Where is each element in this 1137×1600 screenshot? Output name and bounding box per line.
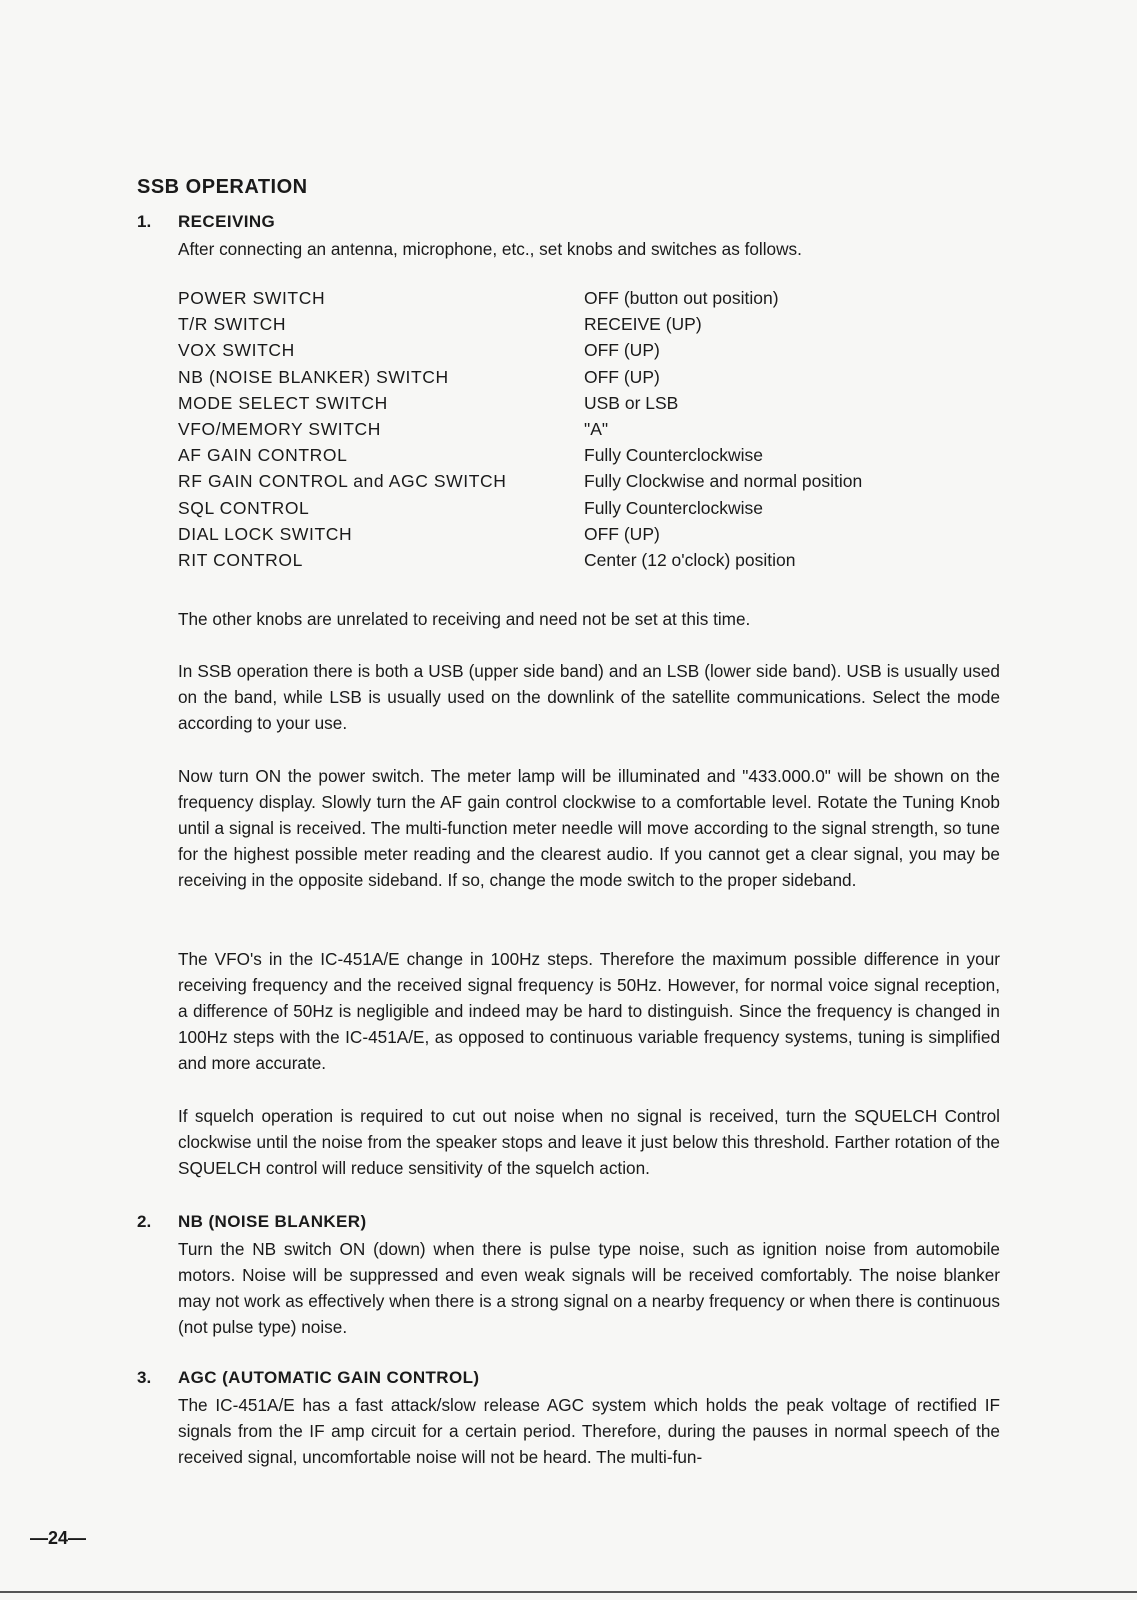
settings-table (178, 288, 938, 576)
setting-row (178, 471, 938, 497)
paragraph: The other knobs are unrelated to receiving and need not be set at this time. (178, 609, 751, 629)
setting-value: RECEIVE (UP) (584, 314, 702, 335)
setting-value: OFF (UP) (584, 366, 660, 387)
setting-value: OFF (UP) (584, 340, 660, 361)
section-2-heading: NB (NOISE BLANKER) (178, 1212, 367, 1231)
paragraph: Now turn ON the power switch. The meter lamp will be illuminated and "433.000.0" will be shown on the frequency display. Slowly turn the AF gain control clockwise to a comfortable level. Rotate the Tuning Knob until a signal is received. The multi-function meter needle will move according to the signal strength, so tune for the highest possible meter reading and the clearest audio. If you cannot get a clear signal, you may be receiving in the opposite sideband. If so, change the mode switch to the proper sideband. (178, 766, 1000, 890)
section-1-heading: RECEIVING (178, 212, 276, 231)
setting-row (178, 550, 938, 576)
paragraph: The IC-451A/E has a fast attack/slow release AGC system which holds the peak voltage of rectified IF signals from the IF amp circuit for a certain period. Therefore, during the pauses in normal speech of the received signal, uncomfortable noise will not be heard. The multi-fun- (178, 1395, 1000, 1467)
setting-row (178, 524, 938, 550)
setting-name: NB (NOISE BLANKER) SWITCH (178, 366, 449, 387)
setting-row (178, 340, 938, 366)
setting-value: OFF (button out position) (584, 288, 779, 308)
setting-name: RF GAIN CONTROL and AGC SWITCH (178, 471, 507, 492)
paragraph: If squelch operation is required to cut out noise when no signal is received, turn the SQUELCH Control clockwise until the noise from the speaker stops and leave it just below this threshold. Farther rotation of the SQUELCH control will reduce sensitivity of the squelch action. (178, 1106, 1000, 1178)
setting-name: DIAL LOCK SWITCH (178, 523, 353, 544)
setting-name: AF GAIN CONTROL (178, 445, 348, 466)
setting-value: USB or LSB (584, 392, 679, 413)
section-2-number: 2. (137, 1212, 152, 1231)
setting-value: "A" (584, 418, 609, 439)
bottom-rule (0, 1591, 1137, 1593)
section-1-number: 1. (137, 212, 152, 231)
setting-value: Fully Counterclockwise (584, 497, 763, 518)
setting-name: RIT CONTROL (178, 549, 303, 570)
section-3-number: 3. (137, 1368, 152, 1387)
setting-row (178, 288, 938, 314)
paragraph: The VFO's in the IC-451A/E change in 100Hz steps. Therefore the maximum possible difference in your receiving frequency and the received signal frequency is 50Hz. However, for normal voice signal reception, a difference of 50Hz is negligible and indeed may be hard to distinguish. Since the frequency is changed in 100Hz steps with the IC-451A/E, as opposed to continuous variable frequency systems, tuning is simplified and more accurate. (178, 949, 1000, 1073)
setting-name: VFO/MEMORY SWITCH (178, 418, 382, 439)
setting-value: OFF (UP) (584, 523, 660, 544)
section-1-intro: After connecting an antenna, microphone, etc., set knobs and switches as follows. (178, 239, 802, 259)
setting-row (178, 498, 938, 524)
setting-name: POWER SWITCH (178, 288, 326, 308)
paragraph: Turn the NB switch ON (down) when there is pulse type noise, such as ignition noise from automobile motors. Noise will be suppressed and even weak signals will be received comfortably. The noise blanker may not work as effectively when there is a strong signal on a nearby frequency or when there is continuous (not pulse type) noise. (178, 1239, 1000, 1337)
section-3-heading: AGC (AUTOMATIC GAIN CONTROL) (178, 1368, 480, 1387)
setting-row (178, 367, 938, 393)
setting-row (178, 419, 938, 445)
setting-row (178, 393, 938, 419)
setting-name: MODE SELECT SWITCH (178, 392, 388, 413)
page-number: —24— (30, 1528, 87, 1548)
setting-value: Fully Clockwise and normal position (584, 471, 863, 492)
setting-value: Fully Counterclockwise (584, 445, 763, 466)
setting-name: T/R SWITCH (178, 314, 287, 335)
page-title: SSB OPERATION (137, 176, 308, 198)
setting-name: VOX SWITCH (178, 340, 295, 361)
setting-name: SQL CONTROL (178, 497, 310, 518)
setting-value: Center (12 o'clock) position (584, 549, 796, 570)
paragraph: In SSB operation there is both a USB (upper side band) and an LSB (lower side band). USB is usually used on the band, while LSB is usually used on the downlink of the satellite communications. Select the mode according to your use. (178, 661, 1000, 733)
setting-row (178, 314, 938, 340)
setting-row (178, 445, 938, 471)
